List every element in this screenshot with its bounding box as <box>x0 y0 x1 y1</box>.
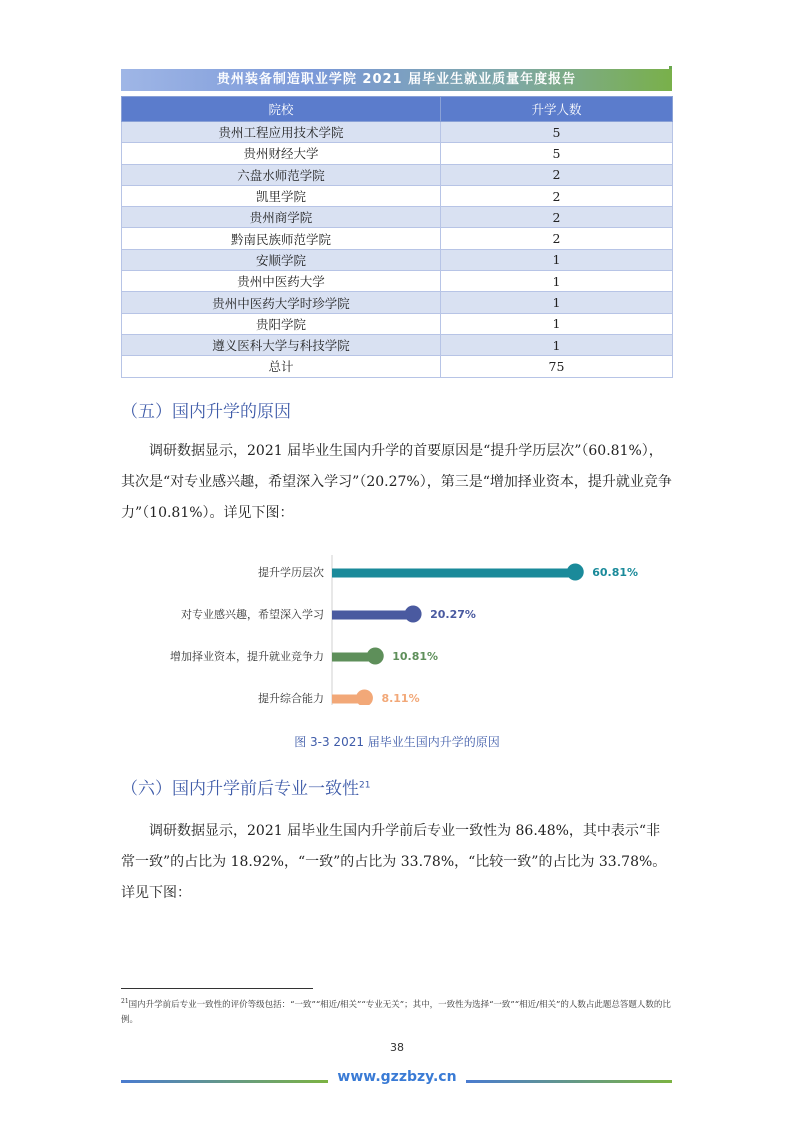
school-count: 1 <box>441 292 673 313</box>
website-link[interactable]: www.gzzbzy.cn <box>337 1069 457 1085</box>
table-row <box>122 164 673 185</box>
table-row <box>122 207 673 228</box>
school-count: 1 <box>441 313 673 334</box>
school-count: 2 <box>441 164 673 185</box>
category-label: 提升综合能力 <box>258 692 324 705</box>
school-count: 2 <box>441 207 673 228</box>
data-label: 10.81% <box>392 650 439 663</box>
bar-end-marker <box>367 648 384 665</box>
category-label: 对专业感兴趣，希望深入学习 <box>181 608 324 621</box>
total-label: 总计 <box>122 356 441 377</box>
section-heading-consistency <box>121 774 370 799</box>
category-label: 增加择业资本，提升就业竞争力 <box>170 650 324 663</box>
footer-line-right <box>466 1080 672 1083</box>
school-count: 1 <box>441 249 673 270</box>
school-name: 贵州财经大学 <box>122 143 441 164</box>
report-header-banner: 贵州装备制造职业学院 2021 届毕业生就业质量年度报告 <box>121 69 672 91</box>
school-name: 安顺学院 <box>122 249 441 270</box>
school-count: 2 <box>441 228 673 249</box>
school-name: 贵州中医药大学时珍学院 <box>122 292 441 313</box>
school-count: 2 <box>441 185 673 206</box>
page-number: 38 <box>390 1041 404 1054</box>
bar-end-marker <box>567 564 584 581</box>
table-row <box>122 249 673 270</box>
school-name: 六盘水师范学院 <box>122 164 441 185</box>
school-name: 贵州工程应用技术学院 <box>122 122 441 143</box>
footnote-reference: 21 <box>359 780 371 791</box>
school-name: 遵义医科大学与科技学院 <box>122 334 441 355</box>
column-header-school: 院校 <box>122 97 441 122</box>
table-row <box>122 185 673 206</box>
footnote-divider <box>121 988 313 989</box>
school-count: 5 <box>441 143 673 164</box>
footer-line-left <box>121 1080 328 1083</box>
school-count: 5 <box>441 122 673 143</box>
school-name: 贵州中医药大学 <box>122 271 441 292</box>
table-row <box>122 313 673 334</box>
chart-caption: 图 3-3 2021 届毕业生国内升学的原因 <box>294 735 500 749</box>
school-name: 贵州商学院 <box>122 207 441 228</box>
category-label: 提升学历层次 <box>258 566 324 579</box>
data-label: 8.11% <box>381 692 420 705</box>
school-count: 1 <box>441 271 673 292</box>
school-name: 黔南民族师范学院 <box>122 228 441 249</box>
table-row <box>122 143 673 164</box>
bar-end-marker <box>405 606 422 623</box>
footnote-marker: 21 <box>121 998 129 1005</box>
reasons-bar-chart <box>0 555 794 705</box>
school-count: 1 <box>441 334 673 355</box>
column-header-count: 升学人数 <box>441 97 673 122</box>
bar <box>332 611 413 620</box>
school-name: 凯里学院 <box>122 185 441 206</box>
data-label: 20.27% <box>430 608 476 621</box>
bar <box>332 569 575 578</box>
consistency-paragraph: 调研数据显示，2021 届毕业生国内升学前后专业一致性为 86.48%，其中表示“非常一致”的占比为 18.92%，“一致”的占比为 33.78%，“比较一致”的占比为 33.78%。详见下图： <box>121 823 667 901</box>
school-name: 贵阳学院 <box>122 313 441 334</box>
total-count: 75 <box>441 356 673 377</box>
section-heading-reasons: （五）国内升学的原因 <box>121 402 291 422</box>
table-row <box>122 122 673 143</box>
bar-end-marker <box>356 690 373 706</box>
footnote <box>121 994 673 1028</box>
table-header-row <box>122 97 673 122</box>
data-label: 60.81% <box>592 566 639 579</box>
table-row <box>122 334 673 355</box>
consistency-heading-text: （六）国内升学前后专业一致性 <box>121 779 359 799</box>
table-row <box>122 292 673 313</box>
table-row <box>122 271 673 292</box>
reasons-paragraph: 调研数据显示，2021 届毕业生国内升学的首要原因是“提升学历层次”（60.81%），其次是“对专业感兴趣，希望深入学习”（20.27%），第三是“增加择业资本，提升就业竞争力”（10.81%）。详见下图： <box>121 443 672 521</box>
table-row <box>122 228 673 249</box>
school-table <box>121 96 673 378</box>
footnote-text: 国内升学前后专业一致性的评价等级包括：“一致”“相近/相关”“专业无关”；其中，一致性为选择“一致”“相近/相关”的人数占此题总答题人数的比例。 <box>121 999 671 1025</box>
table-total-row <box>122 356 673 377</box>
